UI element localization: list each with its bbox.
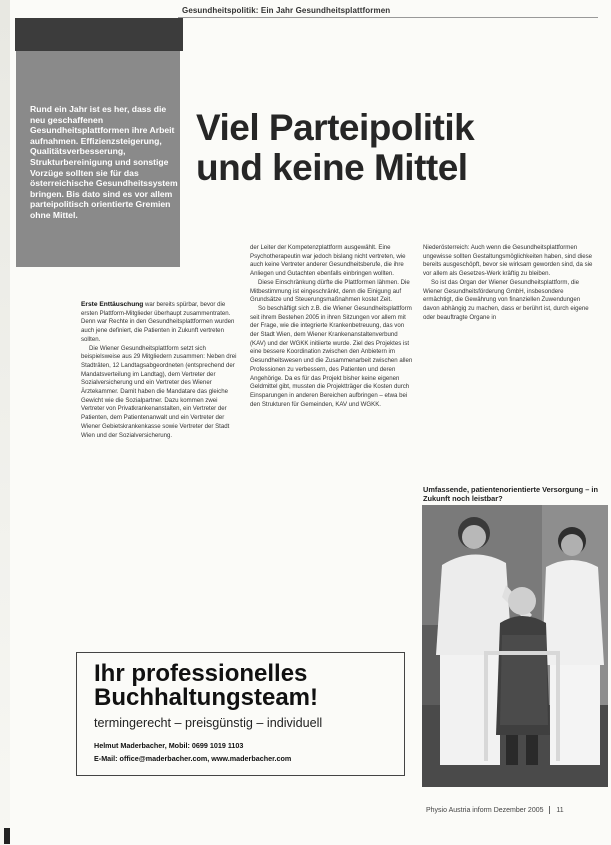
header-rule bbox=[178, 17, 598, 18]
ad-slogan: termingerecht – preisgünstig – individuell bbox=[94, 716, 323, 730]
section-header: Gesundheitspolitik: Ein Jahr Gesundheitsplattformen bbox=[182, 6, 391, 15]
footer-divider bbox=[549, 806, 550, 814]
column3-paragraph-1: Niederösterreich: Auch wenn die Gesundheitsplattformen ungewisse sollten Gestaltungsmöglichkeiten haben, sind diese bereits ausgeschöpft, bevor sie wirksam geworden sind, da sie vor allem als Gesetzes-Werk kräftig zu bleiben. bbox=[423, 244, 593, 278]
page-spine bbox=[0, 0, 10, 845]
footer-publication: Physio Austria inform Dezember 2005 bbox=[426, 806, 544, 814]
ad-phone: Helmut Maderbacher, Mobil: 0699 1019 1103 bbox=[94, 741, 244, 750]
page-number: 11 bbox=[556, 806, 564, 814]
page-footer bbox=[426, 806, 564, 814]
column1-paragraph-2: Die Wiener Gesundheitsplattform setzt sich beispielsweise aus 29 Mitgliedern zusammen: Neben drei Stadträten, 12 Landtagsabgeordneten (entsprechend der Mandatsverteilung im Landtag), dem Vertreter der Sozialversicherung und ein Vertreter des Wiener Ärztekammer. Damit haben die Mandatare das gleiche Gewicht wie die Sozialpartner. Dazu kommen zwei Vertreter von Privatkrankenanstalten, ein Vertreter der Patienten, dem Patientenanwalt und ein Vertreter der Wiener Gebietskrankenkasse sowie Vertreter der Stadt Wien und der Sozialversicherung. bbox=[81, 344, 237, 439]
column2-paragraph-2: Diese Einschränkung dürfte die Plattformen lähmen. Die Mitbestimmung ist eingeschränkt, denn die Einigung auf Grundsätze und Steuerungsmaßnahmen kostet Zeit. bbox=[250, 278, 410, 304]
care-photo bbox=[422, 505, 608, 787]
lead-in: Erste Enttäuschung bbox=[81, 301, 144, 308]
intro-text: Rund ein Jahr ist es her, dass die neu geschaffenen Gesundheitsplattformen ihre Arbeit aufnahmen. Effizienzsteigerung, Qualitätsverbesserung, Strukturbereinigung und sonstige Vorzüge sollten sie für das österreichische Gesundheitssystem bringen. Bis dato sind es vor allem parteipolitisch orientierte Gremien ohne Mittel. bbox=[30, 104, 178, 220]
article-title bbox=[196, 108, 606, 188]
advertisement bbox=[76, 652, 405, 776]
title-line-1: Viel Parteipolitik bbox=[196, 107, 475, 148]
photo-caption: Umfassende, patientenorientierte Versorgung – in Zukunft noch leistbar? bbox=[423, 485, 598, 504]
column2-paragraph-1: der Leiter der Kompetenzplattform ausgewählt. Eine Psychotherapeutin war jedoch bislang nicht vertreten, wie auch keine Vertreter anderer Gesundheitsberufe, die ihre Anliegen und Gutachten ebenfalls einbringen wollten. bbox=[250, 244, 406, 278]
column2-paragraph-3: So beschäftigt sich z.B. die Wiener Gesundheitsplattform seit ihrem Bestehen 2005 in ihren Sitzungen vor allem mit der Frage, wie die integrierte Krankenbetreuung, das von der Stadt Wien, dem Wiener Krankenanstaltenverbund (KAV) und der WGKK initiierte wurde. Ziel des Projektes ist eine bessere Koordination zwischen den Anbietern im Gesundheitswesen und die Zusammenarbeit zwischen allen Professionen zu verbessern, des Patienten und deren Angehörige. Da es für das Projekt bisher keine eigenen Geldmittel gibt, mussten die Projektträger die Kosten durch Einsparungen in anderen Bereichen aufbringen – etwa bei den Strukturen für Gemeinden, KAV und WGKK. bbox=[250, 304, 413, 408]
ad-headline: Ihr professionelles Buchhaltungsteam! bbox=[94, 660, 319, 711]
column1-paragraph-1: Erste Enttäuschung war bereits spürbar, bevor die ersten Plattform-Mitglieder überhaupt zusammentraten. Denn war Rechte in den Gesundheitsplattformen wurden auch jene definiert, die Patienten in Zukunft vertreten sollten. bbox=[81, 301, 235, 343]
column3-paragraph-2: So ist das Organ der Wiener Gesundheitsplattform, die Wiener Gesundheitsförderung GmbH, insbesondere ermächtigt, die Gewährung von finanziellen Zuwendungen davon abhängig zu machen, dass er berührt ist, durch eigene oder beauftragte Organe in bbox=[423, 278, 589, 321]
article-column-3 bbox=[423, 244, 593, 322]
ad-email-web: E-Mail: office@maderbacher.com, www.maderbacher.com bbox=[94, 754, 292, 763]
article-column-2 bbox=[250, 244, 414, 409]
care-photo-illustration bbox=[422, 505, 608, 787]
title-line-2: und keine Mittel bbox=[196, 147, 468, 188]
ad-contact bbox=[94, 739, 291, 765]
page-edge-mark bbox=[4, 828, 10, 844]
intro-box-top-block bbox=[15, 18, 183, 51]
article-column-1 bbox=[81, 301, 242, 440]
